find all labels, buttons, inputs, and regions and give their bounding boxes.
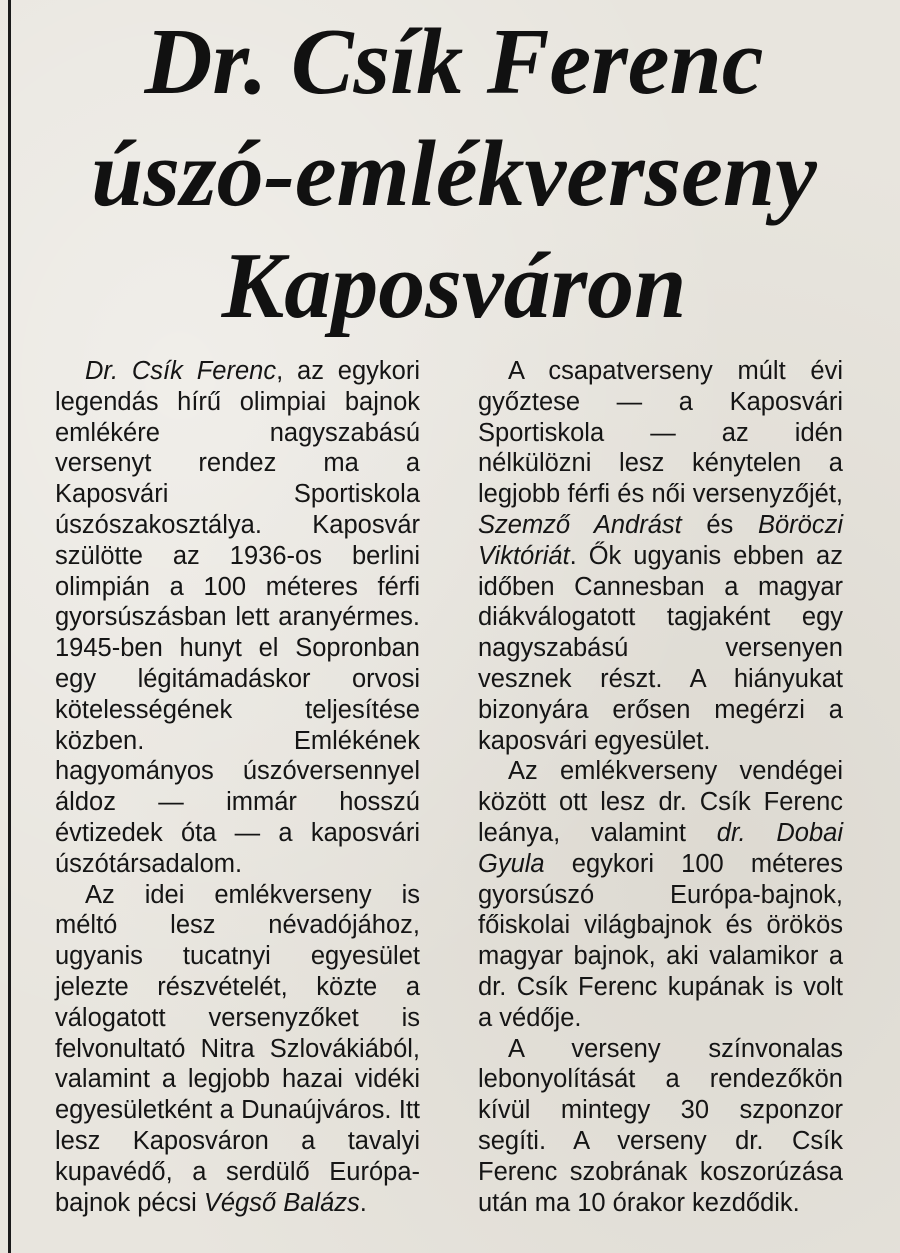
paragraph-text: A verseny színvonalas lebonyolítását a rendezőkön kívül mintegy 30 szponzor segíti. A verseny dr. Csík Ferenc szobrának koszorúzása után ma 10 órakor kezdődik. xyxy=(478,1034,843,1217)
person-name: dr. Dobai Gyula xyxy=(478,818,843,878)
headline-line-2: úszó-emlékverseny xyxy=(91,122,817,226)
paragraph xyxy=(478,1034,843,1219)
person-name: Végső Balázs xyxy=(203,1188,360,1217)
paragraph-text: Az idei emlékverseny is méltó lesz névadójához, ugyanis tucatnyi egyesület jelezte részvételét, közte a válogatott versenyzőket is felvonultató Nitra Szlovákiából, valamint a legjobb hazai vidéki egyesületként a Dunaújváros. Itt lesz Kaposváron a tavalyi kupavédő, a serdülő Európa-bajnok pécsi xyxy=(55,880,420,1217)
person-name: Böröczi Viktóriát xyxy=(478,510,843,570)
headline-line-3: Kaposváron xyxy=(221,234,687,338)
paragraph xyxy=(478,756,843,1033)
paragraph-text: . xyxy=(359,1188,367,1217)
paragraph xyxy=(55,356,420,880)
paragraph-text: , az egykori legendás hírű olimpiai bajnok emlékére nagyszabású versenyt rendez ma a Kaposvári Sportiskola úszószakosztálya. Kaposvár szülötte az 1936-os berlini olimpián a 100 méteres férfi gyorsúszásban lett aranyérmes. 1945-ben hunyt el Sopronban egy légitámadáskor orvosi kötelességének teljesítése közben. Emlékének hagyományos úszóversennyel áldoz — immár hosszú évtizedek óta — a kaposvári úszótársadalom. xyxy=(55,357,420,878)
column-rule xyxy=(8,0,11,1253)
paragraph-text: egykori 100 méteres gyorsúszó Európa-bajnok, főiskolai világbajnok és örökös magyar bajnok, aki valamikor a dr. Csík Ferenc kupának is volt a védője. xyxy=(478,849,843,1032)
paragraph-text: . Ők ugyanis ebben az időben Cannesban a magyar diákválogatott tagjaként egy nagyszabású versenyen vesznek részt. A hiányukat bizonyára erősen megérzi a kaposvári egyesület. xyxy=(478,541,843,755)
paragraph xyxy=(55,880,420,1219)
headline-line-1: Dr. Csík Ferenc xyxy=(144,10,764,114)
person-name: Szemző Andrást xyxy=(478,510,682,539)
article-headline xyxy=(20,6,888,342)
paragraph xyxy=(478,356,843,756)
paragraph-text: és xyxy=(681,510,758,539)
left-column xyxy=(55,356,420,1218)
right-column xyxy=(478,356,843,1218)
paragraph-text: A csapatverseny múlt évi győztese — a Kaposvári Sportiskola — az idén nélkülözni lesz kénytelen a legjobb férfi és női versenyzőjét, xyxy=(478,357,843,509)
person-name: Dr. Csík Ferenc xyxy=(85,357,277,385)
paragraph-text: Az emlékverseny vendégei között ott lesz dr. Csík Ferenc leánya, valamint xyxy=(478,757,843,847)
